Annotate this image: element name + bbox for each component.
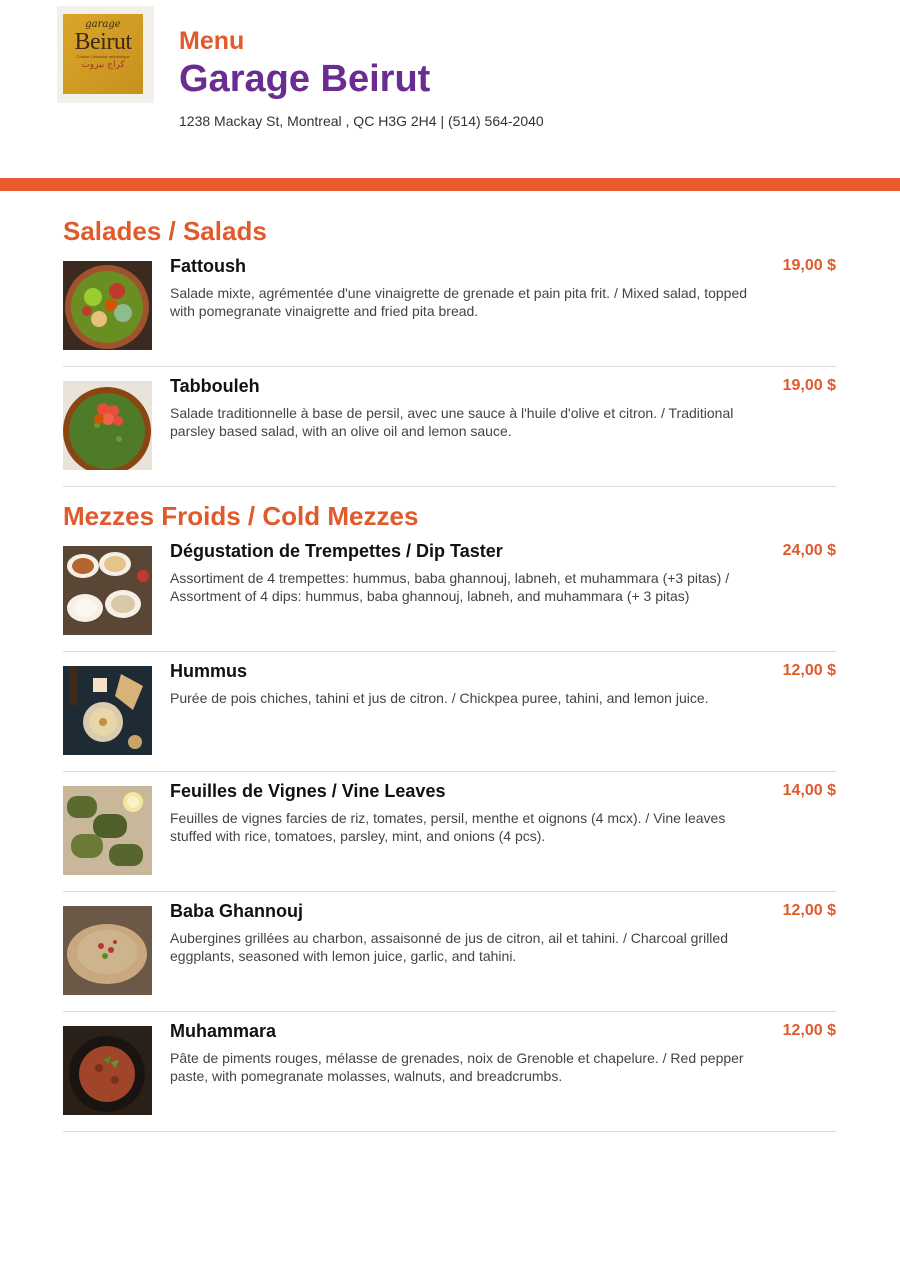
item-description: Aubergines grillées au charbon, assaisonné de jus de citron, ail et tahini. / Charcoal grilled eggplants, seasoned with lemon juice, garlic, and tahini. — [170, 930, 728, 964]
item-price: 12,00 $ — [782, 662, 836, 679]
item-name: Dégustation de Trempettes / Dip Taster — [170, 541, 503, 561]
logo-text-beirut: Beirut — [74, 29, 132, 55]
logo-frame — [57, 6, 154, 103]
item-price: 19,00 $ — [782, 257, 836, 274]
header-divider-bar — [0, 178, 900, 191]
item-name: Fattoush — [170, 256, 246, 276]
item-description: Feuilles de vignes farcies de riz, tomates, persil, menthe et oignons (4 mcx). / Vine leaves stuffed with rice, tomatoes, parsley, mint, and onions (4 pcs). — [170, 810, 726, 844]
menu-item-tabbouleh[interactable] — [63, 368, 836, 487]
item-price: 24,00 $ — [782, 542, 836, 559]
fattoush-photo — [63, 261, 152, 350]
garage-beirut-logo — [63, 14, 143, 94]
section-title: Mezzes Froids / Cold Mezzes — [63, 501, 419, 531]
menu-item-baba-ghannouj[interactable] — [63, 893, 836, 1012]
menu-item-vine-leaves[interactable] — [63, 773, 836, 892]
logo-text-tagline: Cuisine Libanaise authentique — [76, 54, 130, 59]
menu-item-muhammara[interactable] — [63, 1013, 836, 1132]
item-price: 19,00 $ — [782, 377, 836, 394]
item-name: Muhammara — [170, 1021, 277, 1041]
menu-item-fattoush[interactable] — [63, 248, 836, 367]
logo-text-garage: garage — [85, 19, 121, 30]
item-name: Hummus — [170, 661, 248, 681]
item-description: Salade mixte, agrémentée d'une vinaigrette de grenade et pain pita frit. / Mixed salad, topped with pomegranate vinaigrette and fried pita bread. — [170, 285, 748, 319]
muhammara-photo — [63, 1026, 152, 1115]
restaurant-address: 1238 Mackay St, Montreal , QC H3G 2H4 | (514) 564-2040 — [179, 113, 544, 129]
section-salads — [63, 214, 836, 487]
dip-taster-photo — [63, 546, 152, 635]
item-description: Assortiment de 4 trempettes: hummus, baba ghannouj, labneh, et muhammara (+3 pitas) / Assortment of 4 dips: hummus, baba ghannouj, labneh, and muhammara (+ 3 pitas) — [170, 570, 730, 604]
item-name: Feuilles de Vignes / Vine Leaves — [170, 781, 446, 801]
hummus-photo — [63, 666, 152, 755]
menu-item-dip-taster[interactable] — [63, 533, 836, 652]
item-description: Pâte de piments rouges, mélasse de grenades, noix de Grenoble et chapelure. / Red pepper paste, with pomegranate molasses, walnuts, and breadcrumbs. — [170, 1050, 744, 1084]
menu-label: Menu — [179, 27, 245, 55]
tabbouleh-photo — [63, 381, 152, 470]
section-title: Salades / Salads — [63, 216, 267, 246]
item-description: Purée de pois chiches, tahini et jus de citron. / Chickpea puree, tahini, and lemon juice. — [170, 690, 709, 706]
section-cold-mezzes — [63, 499, 836, 1132]
item-price: 12,00 $ — [782, 902, 836, 919]
item-price: 14,00 $ — [782, 782, 836, 799]
item-price: 12,00 $ — [782, 1022, 836, 1039]
item-name: Tabbouleh — [170, 376, 260, 396]
menu-item-hummus[interactable] — [63, 653, 836, 772]
baba-ghannouj-photo — [63, 906, 152, 995]
logo-text-arabic: كراج بيروت — [81, 60, 125, 70]
restaurant-name: Garage Beirut — [179, 58, 431, 100]
menu-content — [63, 210, 836, 1133]
vine-leaves-photo — [63, 786, 152, 875]
item-description: Salade traditionnelle à base de persil, avec une sauce à l'huile d'olive et citron. / Traditional parsley based salad, with an olive oil and lemon sauce. — [170, 405, 734, 439]
item-name: Baba Ghannouj — [170, 901, 304, 921]
menu-header — [0, 0, 900, 178]
